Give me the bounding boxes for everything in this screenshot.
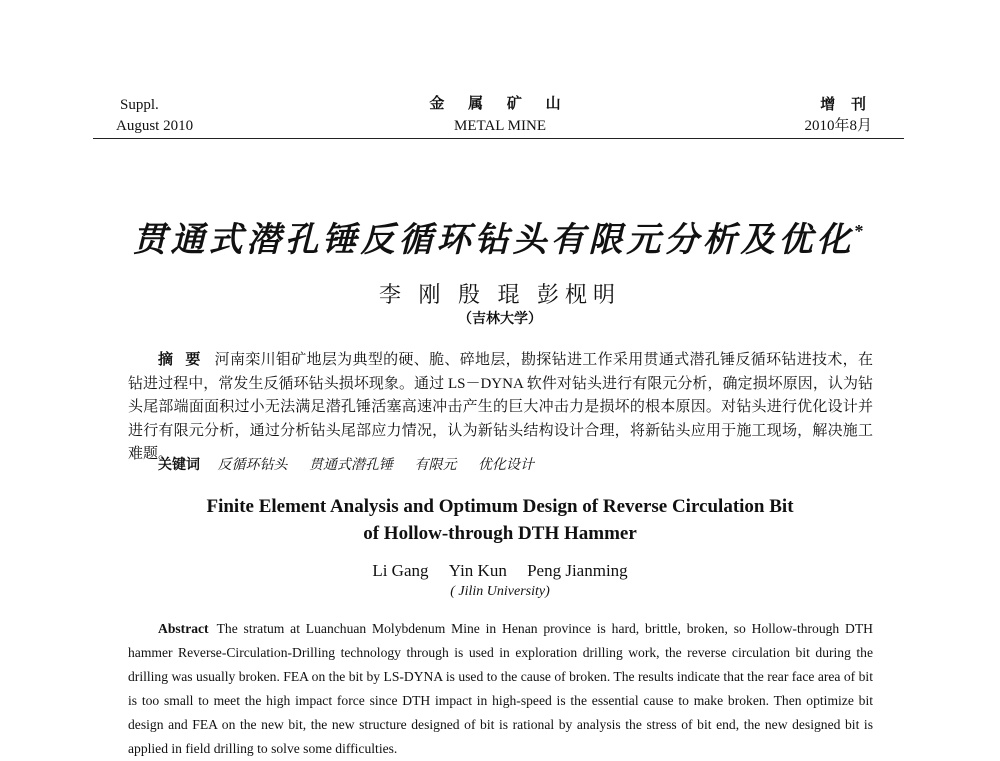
abstract-cn-label: 摘要 (158, 352, 213, 368)
paper-title-cn (0, 212, 1000, 261)
abstract-en-label: Abstract (158, 621, 209, 636)
keywords-cn (158, 454, 552, 474)
keywords-cn-label: 关键词 (158, 458, 200, 473)
journal-issue-date-cn: 2010年8月 (804, 118, 872, 134)
affiliation-en: ( Jilin University) (450, 584, 550, 599)
keyword: 贯通式潜孔锤 (309, 458, 393, 473)
footnote-mark: * (854, 221, 868, 241)
paper-title-en (0, 493, 1000, 547)
journal-supplement-label: Suppl. (120, 97, 159, 113)
journal-name-en: METAL MINE (454, 118, 546, 134)
abstract-en-text: The stratum at Luanchuan Molybdenum Mine in Henan province is hard, brittle, broken, so Hollow-through DTH hammer Reverse-Circulation-Drilling technology through is used in exploration drilling work, the reverse circulation bit during the drilling was usually broken. FEA on the bit by LS-DYNA is used to the cause of broken. The results indicate that the rear face area of bit is too small to meet the high impact force since DTH impact in high-speed is the essential cause to make broken. Then optimize bit design and FEA on the new bit, the new structure designed of bit is rational by analysis the stress of bit end, the new designed bit is applied in field drilling to solve some difficulties. (128, 621, 873, 756)
keyword: 有限元 (414, 458, 457, 473)
paper-title-en-line2: of Hollow-through DTH Hammer (363, 523, 637, 544)
keyword: 优化设计 (478, 458, 534, 473)
affiliation-cn: （吉林大学） (458, 312, 542, 327)
authors-cn: 李 刚 殷 琨 彭枧明 (378, 282, 621, 307)
author-en: Peng Jianming (527, 561, 628, 580)
keyword: 反循环钻头 (217, 458, 288, 473)
paper-title-cn-text: 贯通式潜孔锤反循环钻头有限元分析及优化 (132, 222, 855, 259)
journal-name-cn: 金 属 矿 山 (429, 96, 571, 112)
author-en: Li Gang (372, 561, 429, 580)
author-en: Yin Kun (448, 561, 507, 580)
journal-issue-date-en: August 2010 (116, 118, 194, 134)
abstract-en (128, 617, 873, 761)
authors-en (0, 561, 1000, 581)
supplement-label-cn: 增 刊 (820, 97, 872, 113)
abstract-cn (128, 349, 873, 467)
abstract-cn-text: 河南栾川钼矿地层为典型的硬、脆、碎地层，勘探钻进工作采用贯通式潜孔锤反循环钻进技术，在钻进过程中，常发生反循环钻头损坏现象。通过 LS－DYNA 软件对钻头进行有限元分析，确定损坏原因，认为钻头尾部端面面积过小无法满足潜孔锤活塞高速冲击产生的巨大冲击力是损坏的根本原因。对钻头进行优化设计并进行有限元分析，通过分析钻头尾部应力情况，认为新钻头结构设计合理，将新钻头应用于施工现场，解决施工难题。 (128, 352, 873, 462)
paper-title-en-line1: Finite Element Analysis and Optimum Design of Reverse Circulation Bit (206, 496, 794, 517)
header-rule (93, 138, 904, 139)
